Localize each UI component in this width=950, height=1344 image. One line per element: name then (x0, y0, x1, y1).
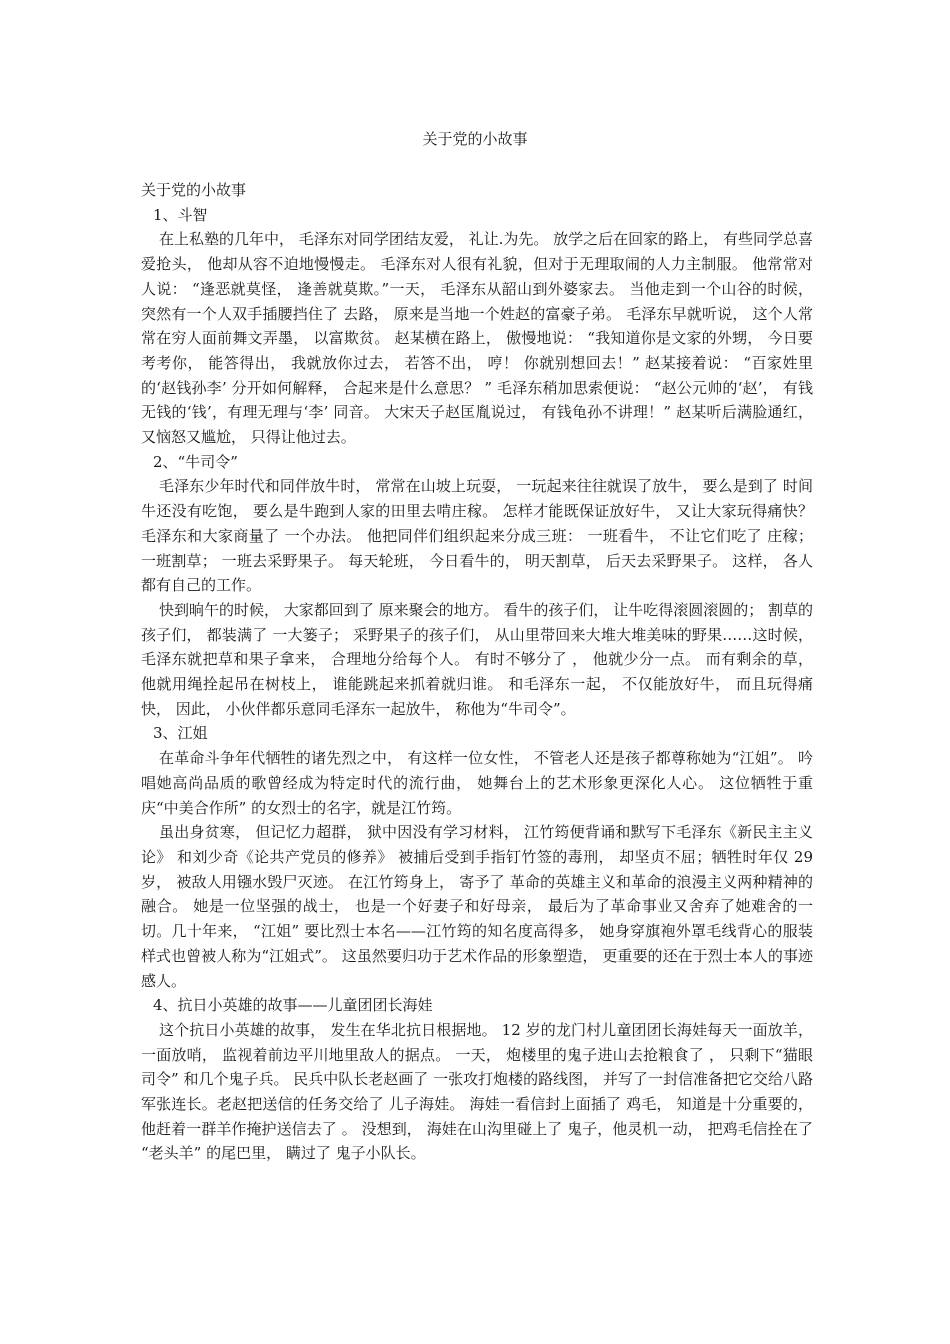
document-subtitle: 关于党的小故事 (141, 181, 247, 199)
document-body (141, 178, 813, 1166)
section-heading: 2、“牛司令” (153, 452, 238, 471)
section-heading: 3、江姐 (153, 724, 208, 743)
paragraph: 快到晌午的时候， 大家都回到了 原来聚会的地方。 看牛的孩子们， 让牛吃得滚圆滚圆的； 割草的孩子们， 都装满了 一大篓子； 采野果子的孩子们， 从山里带回来大堆大堆美味的野果……这时候， 毛泽东就把草和果子拿来， 合理地分给每个人。 有时不够分了 ， 他就少分一点。 而有剩余的草， 他就用绳拴起吊在树枝上， 谁能跳起来抓着就归谁。 和毛泽东一起， 不仅能放好牛， 而且玩得痛快， 因此， 小伙伴都乐意同毛泽东一起放牛， 称他为“牛司令”。 (141, 600, 813, 718)
paragraph: 在上私塾的几年中， 毛泽东对同学团结友爱， 礼让.为先。 放学之后在回家的路上， 有些同学总喜爱抢头， 他却从容不迫地慢慢走。 毛泽东对人很有礼貌，但对于无理取闹的人力主制服。 他常常对人说： “逢恶就莫怪， 逢善就莫欺。”一天， 毛泽东从韶山到外婆家去。 当他走到一个山谷的时候， 突然有一个人双手插腰挡住了 去路， 原来是当地一个姓赵的富豪子弟。 毛泽东早就听说， 这个人常常在穷人面前舞文弄墨， 以富欺贫。 赵某横在路上， 傲慢地说： “我知道你是文家的外甥， 今日要考考你， 能答得出， 我就放你过去， 若答不出， 哼！ 你就别想回去！” 赵某接着说： “百家姓里的‘赵钱孙李’ 分开如何解释， 合起来是什么意思？ ” 毛泽东稍加思索便说： “赵公元帅的‘赵’， 有钱无钱的‘钱’，有理无理与‘李’ 同音。 大宋天子赵匡胤说过， 有钱龟孙不讲理！” 赵某听后满脸通红， 又恼怒又尴尬， 只得让他过去。 (141, 230, 813, 447)
paragraph: 这个抗日小英雄的故事， 发生在华北抗日根据地。 12 岁的龙门村儿童团团长海娃每天一面放羊， 一面放哨， 监视着前边平川地里敌人的据点。 一天， 炮楼里的鬼子进山去抢粮食了 ， 只剩下“猫眼司令” 和几个鬼子兵。 民兵中队长老赵画了 一张攻打炮楼的路线图， 并写了一封信准备把它交给八路军张连长。老赵把送信的任务交给了 儿子海娃。 海娃一看信封上面插了 鸡毛， 知道是十分重要的， 他赶着一群羊作掩护送信去了 。 没想到， 海娃在山沟里碰上了 鬼子，他灵机一动， 把鸡毛信拴在了 “老头羊” 的尾巴里， 瞒过了 鬼子小队长。 (141, 1020, 813, 1163)
section-heading: 4、抗日小英雄的故事——儿童团团长海娃 (153, 996, 433, 1015)
paragraph: 在革命斗争年代牺牲的诸先烈之中， 有这样一位女性， 不管老人还是孩子都尊称她为“江姐”。 吟唱她高尚品质的歌曾经成为特定时代的流行曲， 她舞台上的艺术形象更深化人心。 这位牺牲于重庆“中美合作所” 的女烈士的名字，就是江竹筠。 (141, 749, 813, 817)
paragraph: 虽出身贫寒， 但记忆力超群， 狱中因没有学习材料， 江竹筠便背诵和默写下毛泽东《新民主主义论》 和刘少奇《论共产党员的修养》 被捕后受到手指钉竹签的毒刑， 却坚贞不屈；牺牲时年仅 29 岁， 被敌人用镪水毁尸灭迹。 在江竹筠身上， 寄予了 革命的英雄主义和革命的浪漫主义两种精神的融合。 她是一位坚强的战士， 也是一个好妻子和好母亲， 最后为了革命事业又舍弃了她难舍的一切。几十年来， “江姐” 要比烈士本名——江竹筠的知名度高得多， 她身穿旗袍外罩毛线背心的服装样式也曾被人称为“江姐式”。 这虽然要归功于艺术作品的形象塑造， 更重要的还在于烈士本人的事迹感人。 (141, 823, 813, 990)
section-heading: 1、斗智 (153, 205, 208, 224)
paragraph: 毛泽东少年时代和同伴放牛时， 常常在山坡上玩耍， 一玩起来往往就误了放牛， 要么是到了 时间牛还没有吃饱， 要么是牛跑到人家的田里去啃庄稼。 怎样才能既保证放好牛， 又让大家玩得痛快？ 毛泽东和大家商量了 一个办法。 他把同伴们组织起来分成三班： 一班看牛， 不让它们吃了 庄稼； 一班割草； 一班去采野果子。 每天轮班， 今日看牛的， 明天割草， 后天去采野果子。 这样， 各人都有自己的工作。 (141, 477, 813, 595)
document-title: 关于党的小故事 (422, 130, 528, 148)
